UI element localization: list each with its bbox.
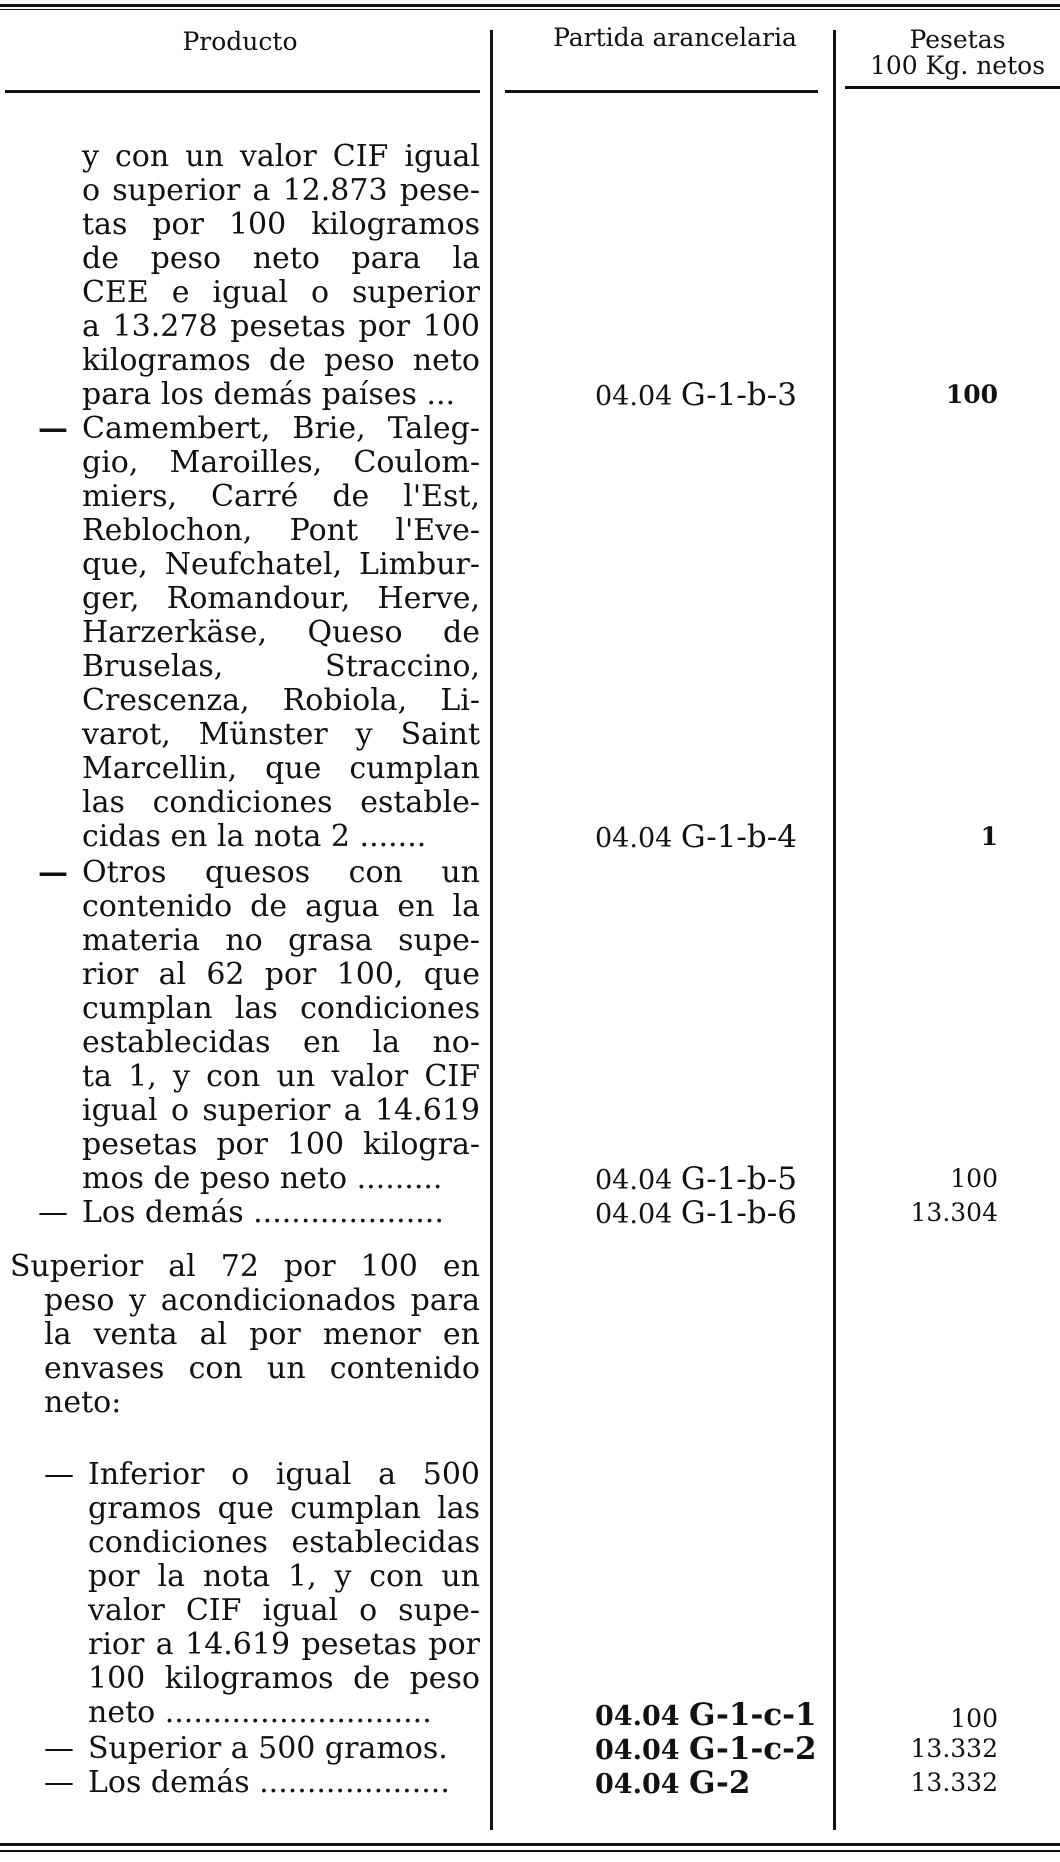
row-8-price: 13.332 bbox=[910, 1768, 998, 1797]
row-6-line: 100 kilogramos de peso bbox=[88, 1661, 480, 1696]
row-2-line bbox=[82, 616, 480, 650]
row-6-line: rior a 14.619 pesetas por bbox=[88, 1627, 480, 1662]
row-7-line: Superior a 500 gramos. bbox=[88, 1731, 448, 1766]
row-6-line: condiciones establecidas bbox=[88, 1525, 480, 1560]
row-1-line: de peso neto para la bbox=[82, 241, 480, 276]
bottom-rule bbox=[0, 1843, 1060, 1846]
row-1-description bbox=[82, 140, 480, 412]
column-separator-2 bbox=[833, 30, 836, 1830]
row-2-dash: — bbox=[38, 411, 68, 446]
row-2-line: miers, Carré de l'Est, bbox=[82, 479, 480, 514]
row-3-line: cumplan las condiciones bbox=[82, 991, 480, 1026]
row-4-dash: — bbox=[38, 1195, 68, 1230]
row-6-line: Inferior o igual a 500 bbox=[88, 1457, 480, 1492]
row-6-dash: — bbox=[44, 1457, 74, 1492]
row-2-line: varot, Münster y Saint bbox=[82, 717, 480, 752]
row-5-line: la venta al por menor en bbox=[44, 1317, 480, 1352]
row-6-line: valor CIF igual o supe- bbox=[88, 1593, 480, 1628]
row-7-description bbox=[88, 1732, 480, 1766]
row-3-dash: — bbox=[38, 855, 68, 890]
row-3-line: igual o superior a 14.619 bbox=[82, 1093, 480, 1128]
row-3-code-prefix: 04.04 bbox=[595, 1165, 673, 1196]
row-5-line: Superior al 72 por 100 en bbox=[10, 1249, 480, 1284]
header-price-line1: Pesetas bbox=[909, 25, 1006, 54]
row-6-code-suffix: G-1-c-1 bbox=[688, 1697, 817, 1733]
row-8-code-suffix: G-2 bbox=[688, 1765, 751, 1801]
top-rule-thin bbox=[0, 9, 1060, 10]
row-8-description bbox=[88, 1766, 480, 1800]
row-7-dash: — bbox=[44, 1731, 74, 1766]
row-2-line: Camembert, Brie, Taleg- bbox=[82, 411, 480, 446]
row-7-code bbox=[595, 1732, 817, 1768]
row-3-code bbox=[595, 1162, 797, 1198]
row-2-line: ger, Romandour, Herve, bbox=[82, 581, 480, 616]
header-rule-tariff bbox=[505, 90, 818, 93]
row-4-line: Los demás .................... bbox=[82, 1195, 444, 1230]
row-3-line: pesetas por 100 kilogra- bbox=[82, 1127, 480, 1162]
row-2-line: que, Neufchatel, Limbur- bbox=[82, 547, 480, 582]
row-1-line: CEE e igual o superior bbox=[82, 275, 480, 310]
row-1-price: 100 bbox=[945, 380, 998, 409]
row-8-code bbox=[595, 1766, 750, 1802]
row-2-line: Reblochon, Pont l'Eve- bbox=[82, 513, 480, 548]
row-2-code bbox=[595, 820, 797, 856]
row-2-line: gio, Maroilles, Coulom- bbox=[82, 445, 480, 480]
row-1-code bbox=[595, 378, 797, 414]
row-4-price: 13.304 bbox=[910, 1198, 998, 1227]
row-6-code-prefix: 04.04 bbox=[595, 1701, 680, 1732]
row-6-code bbox=[595, 1698, 817, 1734]
row-2-line: cidas en la nota 2 ....... bbox=[82, 819, 427, 854]
header-product: Producto bbox=[182, 27, 298, 56]
top-rule bbox=[0, 4, 1060, 7]
row-8-line: Los demás .................... bbox=[88, 1765, 450, 1800]
row-7-price: 13.332 bbox=[910, 1734, 998, 1763]
row-3-price: 100 bbox=[950, 1164, 998, 1193]
row-4-code-prefix: 04.04 bbox=[595, 1199, 673, 1230]
row-8-code-prefix: 04.04 bbox=[595, 1769, 680, 1800]
column-separator-1 bbox=[490, 30, 493, 1830]
row-5-line: envases con un contenido bbox=[44, 1351, 480, 1386]
row-3-description bbox=[82, 856, 480, 1196]
row-3-line: Otros quesos con un bbox=[82, 855, 480, 890]
row-8-dash: — bbox=[44, 1765, 74, 1800]
row-6-description bbox=[88, 1458, 480, 1730]
row-4-code-suffix: G-1-b-6 bbox=[680, 1195, 797, 1231]
row-5-line: neto: bbox=[44, 1385, 122, 1420]
row-2-line: las condiciones estable- bbox=[82, 785, 480, 820]
row-1-line: para los demás países ... bbox=[82, 377, 456, 412]
row-7-code-suffix: G-1-c-2 bbox=[688, 1731, 817, 1767]
header-tariff: Partida arancelaria bbox=[553, 23, 797, 52]
header-rule-price bbox=[845, 86, 1060, 89]
row-5-line: peso y acondicionados para bbox=[44, 1283, 480, 1318]
row-3-line: establecidas en la no- bbox=[82, 1025, 480, 1060]
bottom-rule-thin bbox=[0, 1850, 1060, 1852]
row-3-line: rior al 62 por 100, que bbox=[82, 957, 480, 992]
row-6-line: por la nota 1, y con un bbox=[88, 1559, 480, 1594]
row-1-line: tas por 100 kilogramos bbox=[82, 207, 480, 242]
row-4-code bbox=[595, 1196, 797, 1232]
row-1-line: o superior a 12.873 pese- bbox=[82, 173, 480, 208]
row-1-code-prefix: 04.04 bbox=[595, 381, 673, 412]
row-2-line: Crescenza, Robiola, Li- bbox=[82, 683, 480, 718]
row-1-line: a 13.278 pesetas por 100 bbox=[82, 309, 480, 344]
row-2-line: Bruselas, Straccino, bbox=[82, 649, 480, 684]
row-1-line: kilogramos de peso neto bbox=[82, 343, 480, 378]
row-6-line: gramos que cumplan las bbox=[88, 1491, 480, 1526]
row-1-line: y con un valor CIF igual bbox=[82, 139, 480, 174]
row-2-text: Harzerkäse, Queso de bbox=[82, 615, 480, 650]
row-4-description bbox=[82, 1196, 480, 1230]
header-price-line2: 100 Kg. netos bbox=[869, 51, 1046, 80]
row-2-description bbox=[82, 412, 480, 854]
row-3-line: materia no grasa supe- bbox=[82, 923, 480, 958]
row-5-description bbox=[10, 1250, 480, 1420]
row-7-code-prefix: 04.04 bbox=[595, 1735, 680, 1766]
row-6-price: 100 bbox=[950, 1704, 998, 1733]
row-6-line: neto ............................ bbox=[88, 1695, 432, 1730]
row-3-line: ta 1, y con un valor CIF bbox=[82, 1059, 480, 1094]
header-rule-product bbox=[5, 90, 480, 93]
row-2-price: 1 bbox=[980, 822, 998, 851]
row-1-code-suffix: G-1-b-3 bbox=[680, 377, 797, 413]
row-2-line: Marcellin, que cumplan bbox=[82, 751, 480, 786]
row-3-line: contenido de agua en la bbox=[82, 889, 480, 924]
row-2-code-prefix: 04.04 bbox=[595, 823, 673, 854]
row-3-line: mos de peso neto ......... bbox=[82, 1161, 443, 1196]
row-3-code-suffix: G-1-b-5 bbox=[680, 1161, 797, 1197]
row-2-code-suffix: G-1-b-4 bbox=[680, 819, 797, 855]
